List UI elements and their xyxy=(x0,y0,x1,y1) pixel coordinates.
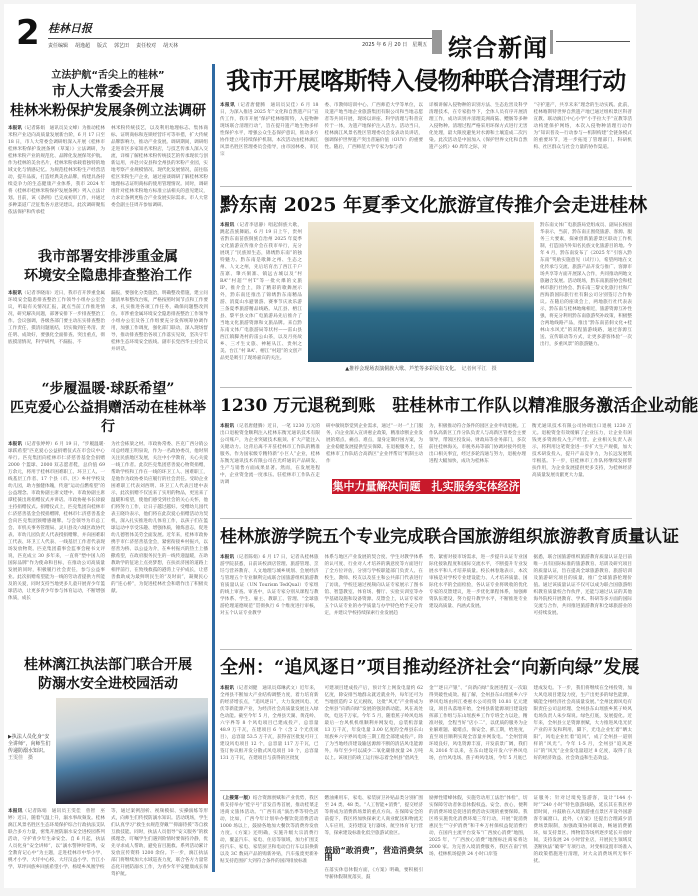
article-body-group xyxy=(325,795,424,881)
article-lead: 本报讯 xyxy=(8,442,23,447)
staff-label: 责任编辑 xyxy=(48,43,69,49)
photo-drowning-lesson xyxy=(56,698,208,804)
article-body: 详细讲解入侵物种的识别方法、生态危害及科学清理技术，在专家指导下，全体人员有序开展清理工作，成功识别并清理美洲商陆、鳢肠等多种入侵物种。清理过程严格采用环保方式进行无害化处理，最大限度避免对水源和土壤造成二次污染。此次活动是中国加入《保护世界文化和自然遗产公约》40 周年之际，对 xyxy=(429,103,528,150)
section-title: 综合新闻 xyxy=(448,33,548,62)
photo-credit: 记者何平江 摄 xyxy=(461,366,497,372)
page-number: 2 xyxy=(16,13,40,53)
article-rice-noodle[interactable] xyxy=(8,66,208,242)
photo-caption: ▶执法人员化身“安全讲师”，向师生们传递防溺水知识。 xyxy=(8,734,51,754)
masthead xyxy=(4,4,636,60)
article-body xyxy=(220,795,319,881)
article-body: 委、市教师培训中心、广西师范大学等单位，以及遗产地当地企业旅游集团有限公司和当地志愿者等共同开展，现场以讲座、科学清理与科普宣传于一体，为遗产地保护注入活力。活动当日，桂林漓江风景名胜区管理委员会发表动员讲话，强调保护世界遗产突出普遍价值（OUV）的重要性。随后，广西师范大学专家为参与者 xyxy=(324,103,423,150)
article-body: 励弹性错峰休假，实施劳动用工法治“体检”，切实保障劳动者休息休假权益。安全、放心，便利的消费环境是促进消费活动实现的重要保障。我区将实施优化消费环境三年行动，开展“促消费惠民生”“守护消费”和千乡万村保权益促消费行动，在国内主流平台发布“广西放心消费”地图，2025 年，“广西放心消费”地图标注商家将达 2000 家。为完善入境消费服务，我区在南宁机场、桂林机场提供 24 小时口岸签 xyxy=(429,796,528,857)
article-title: 1230 万元退税到账 驻桂林市工作队以精准服务激活企业动能 xyxy=(220,396,698,416)
article-lead: 本报讯 xyxy=(8,126,22,131)
article-body: “守护遗产，共享未来”理念的生动实践。此前，桂林喀斯特世界自然遗产地已通过组织景区科普宣教、联动漓江中心小学“小手拉大手”宣教等活动构建保护网络，本次入侵物种清理行动作为“知识普及—行动参与—机制构建”全链条模式的重要环节，进一步拓宽了管理部门、科研机构、社区群众与社会力量的协作渠道。 xyxy=(533,103,632,150)
article-body: 漏报，要强化分类施治，明确整改措施，建立问题清单和整改台账，严格按照时间节点和工作要求，扎实推进各项工作任务，确保问题整改到位。市涉重金属环境安全隐患排查整治工作领导小组办公室及各工作组要充分发挥统筹协调作用，加强工作调度，强化部门联动，深入现场督导，推动排查整治各项工作落实见效，坚决守牢桂林生态环境安全底线。副市长党西华主持会议并讲话。 xyxy=(111,291,208,352)
article-lead: 本报讯 xyxy=(8,291,22,296)
article-text: （记者刘健 通讯员郑琳武文）近年来，全州县不断加大产业结构调整力度，着力培育新的经济增长点，“追风逐日”，大力发展风电、光伏等新能源产业，为经济社会高质量发展注入绿色动能。截至今年 5 月，全州县天湖、黄花岭、六字界等 8 个风电项目已建成投产，总容量 48.9 万千瓦，在建项目 6 个（含 2 个光伏项目），总容量 53.5 万千瓦，获得省区批复可开工建设风电项目 12 个，总容量 117 万千瓦，已签订协议框开发分散式风电项目 10 个，总容量 131 万千瓦，在建项目与获得的区批复 xyxy=(220,686,319,761)
article-lead: 本报讯 xyxy=(220,223,235,228)
column-divider xyxy=(212,64,215,872)
article-body: 燃油乘用车，家电、家装厨卫补贴品类分别扩围至 24 类、48 类。“人工智能+消费”，提交经济等将成为消费新场景的重点方向。在保障安全的前提下，我区将加快探索无人商业配送和物流无人车应用，支持建设飞行器场、航空体育飞行营等，探索建设标准化低空旅游试验区。 xyxy=(324,796,423,836)
article-title: 黔东南 2025 年夏季文化旅游宣传推介会走进桂林 xyxy=(220,194,648,216)
article-body: 金”“逐日产银”、“向新向绿”发展进程又一次取得突破性成效。据了解，全州县东山瑶族乡六字界风电场由何江委惠水公司投资 10.81 亿元建设，项目从落地开始，全州县新能源项目建设指挥部工作组与东山瑶族乡工作专班全力以赴，精准对接，全程当好“店小二”，以优质的服务为企业解难题、破堵点、保安全、抓工期，给进度，直至项目顺利实现全容量并网发电。“全州营商环境良好，风电资源丰富，开发前景广阔，我们从 2016 年以来，在东山建设开发六字界风电场，白竹风电场、蕉子岭风电场，今年 5 月底已 xyxy=(429,686,528,761)
staff-label: 责任校对 xyxy=(136,43,157,49)
article-drowning-safety[interactable] xyxy=(8,656,208,886)
section-marker xyxy=(432,30,442,54)
divider xyxy=(220,518,632,519)
article-body: 林米粉传统技艺，以及利用地理标志、集体商标、证明商标和连锁经营许可等举措，扩大传统品牌影响力，推动产业发展。调研期间，调研组走进市区多家知名米粉店，与技艺传承人深入交流，详细了解桂林米粉传统技艺的传承现状与创新运用，并赴兴安县和全州县的米粉产业园，实地考察产业规模情况、现代化发展情况，前往临桂区米粉生产企业，通过座谈调研了解桂林米粉地理标志证明商标的使用管理情况。同时，调研组针对桂林米粉地方标准立法相关的意见建议，力求让条例更贴合产业发展实际需求。市人大常委会副主任周卉参加调研。 xyxy=(111,126,208,208)
article-body: 衡光通讯技术有限公司协调出口退税 1230 万元。退税资金有效缓解了企业压力，让企业有闲钱更多资源投入生产经营。企业相关负责人表示，将利用这笔资金进一步扩大生产规模，加大技术研发投入，提升产品竞争力，为长远发展筑牢根基。下一步，驻桂林市工作队将继续发挥帮扶作用，为企业发展提供更多支持，为桂林经济高质量发展贡献更大力量。 xyxy=(532,424,632,478)
article-text: （记者唐健腾）近日，一笔 1230 万元的出口退税资金顺利注入桂林东衡光通讯技术有限公司账户，为企业突破技术瓶颈、扩大产能注入关键动力。这背后离不开驻桂林市工作队的精准服务。作为国家级专精特新“小巨人”企业，桂林东衡光通讯技术有限公司在光纤通讯产品研发、生产与销售方面成果显著。然而，在发展进程中，企业资金流一度承压。驻桂林市工作队在走访调 xyxy=(220,424,320,485)
article-kicker: “步履温暖·球跃希望” xyxy=(41,381,175,397)
article-peak-charity[interactable] xyxy=(8,380,208,650)
staff-value: 胡逸超 xyxy=(75,43,91,49)
article-body: 体系与地区产业发展的契合度、学生对教学体系的认可度、行业对人才培养的满意度等方面进行了全方位评估，分别与学校职能部门负责人、在校生、教师、校友以及驻主和公共部门代表进行了访谈。学校还通过视频向认证专家展示了图书馆、智慧教室、体育场、餐厅、实验实训室等办学基础设施和设备资源。反馈会上，认证专家对五个认证专业的办学质量与办学特色给予充分肯定，并建议学校持续探索行业发展趋 xyxy=(324,555,423,616)
article-body xyxy=(8,808,105,878)
article-title: 全州：“追风逐日”项目推动经济社会“向新向绿”发展 xyxy=(220,657,640,678)
section-bar xyxy=(550,30,553,54)
article-text: 结合资源禀赋和产业优势，我区将支持举办“桂字号”首发首秀首展，推动桂菜走进商文旅体活动。“广西有戏”演出季等特色活动，比如，广西今年计划举办餐饮促消费活动 1000 场以上，鼓励各地加大餐饮等消费券发放力度。《方案》还明确，实施升级大宗消费行动，覆盖汽车、家电、住房等领域，加力扩围支持汽车、家电、家装厨卫和电动自行车以旧换新以及 3C 数码产品的购新补贴，汽车报废更新补贴支持范围扩大到符合条件的国四排放标准 xyxy=(220,796,319,864)
article-qiandongnan[interactable] xyxy=(220,191,648,383)
article-title: 我市部署安排涉重金属 xyxy=(38,249,178,265)
article-body: 势、紧密对接市场需求，进一步提升认证专业国际化接轨程度和国际交流水平，不断提升专业发展水平和人才培养质量。校长林春逸表示，本次审核是对学校专业建设能力、人才培养质量、国际化水平的全面检验，各认证专业将吸收的优化专家的反馈建议，进一步优化课程体系，加强师资队伍建设，努力提升教学水平，不断推进专业建设高质量、内涵式发展。 xyxy=(429,555,528,609)
article-consumption-continued[interactable] xyxy=(220,795,632,891)
staff-value: 郭艺田 xyxy=(114,43,130,49)
article-subhead: 鼓励“敢消费”，营造消费氛围 xyxy=(324,846,424,862)
photo-credit: 王雯佳 摄 xyxy=(8,755,34,761)
divider xyxy=(220,186,632,187)
article-body: 为社会栋梁之材。市政协常委、匹克广西分销公司总经理王明泉说，作为一名政协委员，他时刻关注民族地区发展，关注中小学教育，关心关爱一线工作者。此次匹克集团慈善爱心物资捐赠，帮助学校和工作在一线的环卫工人、困难职工，是他作为政协委员应履行的社会责任。受助企业困难职工代表刘西明、环卫工人代表吕建中表示，此次捐赠不仅送来了实用的物品，更送来了温暖和希望，使他们感受到社会的关心关怀，他们将努力工作，让日子越过越好。受赠幼儿园代表王晓玲表示，他们将在此次爱心捐赠活动为契机，深入扎实推进幼儿体育工作，以孩子们在篮球运动中享受乐趣、增强体质，锤炼意志，促进幼儿德智体美劳全面发展。近年来，桂林市政协携手市仁济慈善基金会，紧密衔接乡村振兴，以慈善为桥、以公益为介，在乡村振兴的热土上播撒希望，在政府服务民生的一线传递温暖，在助教助学的征途上点亮梦想，在扶贫济困的道路上相伴前行，在致残救孤的港湾上守护成长，让慈善救助成为最鲜明民生的“及时雨”，凝聚民心的“连心桥”，为促进桂林社会和谐作出了积极贡献。 xyxy=(111,442,208,594)
article-text: （记者张婷婷）6 月 19 日，“步履温暖·球跃希望”匹克爱心公益捐赠仪式在市会议中心举行。匹克集团向桂林市仁济慈善基金会捐赠 2000 个篮球、2000 双志愿者鞋，总价值 69 万余元，将用于桂林市困难职工、环卫工人、一线基层工作者、17 个县（市、区）乡村学校及幼儿园，助力强健体魄，传递“运动点燃希望”的公益理念。市政协副主席文建中、市政协副主席谭桂葆出席捐赠仪式并讲话。市政协秘书长徐毅主持捐赠仪式。捐赠仪式上，匹克集团向桂林市仁济慈善基金会授捐赠牌，桂林市仁济慈善基金会向匹克集团颁赠感谢牌。与会领导为市总工会、市机关事务管理局、灵川县及六城区政协代表、市幼儿园负责人代表授捐赠牌，并向困难职工代表、环卫工人代表、一线基层工作者代表现场发放物资。匹克集团董事会监事会秘书文评说，匹克成立 30 多年来，一直将“塑中国人的国际品牌”作为使命和目标，在推动公司高质量发展的同时，积极履行社会责任，参与公益事业。此次捐赠希望能为一线的劳动者提供力所能及的关爱，同时支持当地更多儿童开展青少年篮球活动，让更多青少年参与体育运动，不断增强体质，成长 xyxy=(8,442,105,601)
article-tourism-college[interactable] xyxy=(220,523,679,645)
article-heavy-metals[interactable] xyxy=(8,248,208,374)
section-rule xyxy=(556,41,630,42)
article-text: （记者李思静）唱起侗族大歌，跳起苗族舞蹈。6 月 19 日上午，贵州省黔东南苗族侗族自治州 2025 年夏季文化旅游宣传推介会在我市举行，充分展现了“民族原生态，锦绣黔东南”的独特魅力。黔东南是歌舞之州、生态之州、人文之州，先后培育出了西江千户苗寨、肇兴侗寨、镇远古城以及“村 BA”“村超”“村T”等一批火爆的文旅 IP。推介会上，除了精彩的歌舞展示外，黔东南还推出了锦绣黔东南精品游、消夏山水避暑游、赛事节庆欢乐游三条夏季旅游精品线路。从江县、榕江县、黎平县文体广电旅游局先后推介了当地文化旅游资源和文旅品牌。来自黔东南文体广电旅游局等状村——雷山县西江镇脚尧村的雷公山茶，以及月亮故乡、三才生文旅、神秘从江、贵州之美、台江“村 BA”、榕江“村超”的文创产品更是吸引了现场嘉宾的关注。 xyxy=(220,223,302,361)
article-continued-label: （上接第一版） xyxy=(220,796,253,801)
left-column xyxy=(8,60,208,886)
article-karst-invasive[interactable] xyxy=(220,64,632,182)
article-body xyxy=(8,290,105,353)
article-title: 环境安全隐患排查整治工作 xyxy=(24,268,192,284)
staff-value: 胡天林 xyxy=(163,43,179,49)
article-body: 在落实休息休假方面，《方案》明确，要积极引导薪休假制度落实，鼓 xyxy=(324,868,423,880)
article-body: 建成发电。下一步，我们将继续在全州投资，加大风电项目建设力度，生产出更多的绿色能源，赋能全州经济社会高质量发展。”全州沈源风电有限责任公司总经理、全州县东山瑶族乡蕉子岭风电场负责人朱少琛说。绿色打底，发展提化。近年来，全州县立足资源禀赋，大力推进风电光伏产业的开发和利用，脚下，光电企业忙着“晒太阳”，风电企业忙着“追风”，成了全州县一道别样的“风光”。今年 1-5 月，全州县“追风逐日”的“风光”企业发电量超过 8 亿度，取得了良好的经济效益、社会效益和生态效益。 xyxy=(533,686,632,761)
article-body xyxy=(220,554,319,642)
photo-caption-block xyxy=(8,698,52,804)
main-column xyxy=(220,60,698,891)
article-body xyxy=(220,222,302,372)
article-text: （记者陈娟 通讯员王雯佳 曾智 巫婷）近日，随着气温上升，溺水事故频发。桂林漓江风景名胜区生态环境保护综合行政执法支队联合多方力量，密集开展防溺水安全进校园系列活动，守护青少年生命安全。自 6 月起，执法人员化身“安全讲师”，以“溺水警钟时常鸣，安全教育记心中”为主题，走进桂林市中华小学、桃才小学、大圩中心校、大圩汉益小学、竹江小学、草坪回族乡回族希望小学、杨堤乡凤凰学校 xyxy=(8,809,105,870)
article-text: （记者陈娟 通讯员吴文峰）为推动桂林米粉产业迈向高质量发展新台阶，6 月 17 日至 18 日，市人大常委会调研组深入开展《桂林市桂林米粉保护发展条例（草案）》立法调研，为桂林米粉产业的规范化、品牌化发展保驾护航。作为桂林的美食名片，桂林米粉承载着独特的地域文化与情感记忆。为规范桂林米粉生产经营活动，提升品质，打造经典美食品牌，构建具备持续竞争力的生态健康产业体系，我市 2024 年将《桂林市桂林米粉保护发展条例》列入立法计划。目前，该《条例》已完成初审工作，并通过多种渠道广泛征集各方意见建议。此次调研聚焦依法保护和传承桂 xyxy=(8,126,105,215)
article-body: 可建项目建成投产后，预计年上网发电量约 62 亿度，除安排当地群众就近就业外，每年还可为当地创造约 2 亿元税收，这批“风光”产业将成为全州县“向新向绿”发展的强劲新动能。风在高处吹，电送千万家。今年 5 月，随着蕉子岭风电场最后一台风机机组顺利并网发电，总装机容量 13 万千瓦，年发电量 3.00 亿度的全州县东山瑶族乡六字界风电场三期工程全部建成投产。除了为当地经济建设输送源源不断的清洁风电能源外，每年至少可以减少二氧化碳排放量 24 万吨以上。该项目的竣工运行标志着全州县“倡风生 xyxy=(324,686,423,761)
article-body: 为，积极推动符合条件的园区企业申请退税。工作队高新区工作分队负责人与高新区管委会主要领导，带领区投发局、财政局等业务部门，多次前往桂林海关、市税务局等部门协调对接外贸进出口相关事宜，经过多轮沟通与努力，退税办理进程大幅加快，成功为桂林东 xyxy=(429,424,526,464)
staff-label: 版式 xyxy=(97,43,108,49)
divider xyxy=(220,649,632,650)
photo-caption xyxy=(308,365,534,372)
article-text: （记者唐健腾 通讯员吴佳）6 月 18 日，为深入推进 2025 年“文化和自然遗产日”宣传工作，我市开展“保护桂林喀斯特，入侵物种现场联合清理行动”，旨在提升遗产地生物多样性保护水平，增强公众生态保护意识，推动多方协作建立可持续保护机制。本次活动由桂林漓江风景名胜区管理委员会指导，由市园林委、市民宗 xyxy=(220,103,319,157)
article-quanzhou-wind[interactable] xyxy=(220,654,640,786)
photo-lusheng-performance xyxy=(308,222,534,362)
article-body xyxy=(8,441,105,602)
article-lead: 本报讯 xyxy=(220,686,235,691)
article-kicker: 立法护航“舌尖上的桂林” xyxy=(51,70,165,81)
photo-caption-text: ▲推荐会现场表演侗族大歌、芦笙等多彩民俗文化。 xyxy=(345,366,457,372)
masthead-rule xyxy=(48,38,436,39)
red-banner: 集中力量解决问题 扎实服务实体经济 xyxy=(332,480,520,493)
article-body xyxy=(220,102,319,158)
article-body xyxy=(220,685,319,783)
article-body: 黔东南文体广电旅游局党组成员、副局长杨国华表示，当前，黔东南正围绕旅游、客源、服务三大要素，探索创新旅游景区联动工作机制，打造国内外知名民族文化旅游目的地。今年 4 月，黔东南发布了《2025 年“引客入黔东南”奖励实施意见（试行）》，希望两地在文化传承与交流、旅游产品开发与推广、客源市场共享等方面开展深入合作，共同推动两地文旅融合发展。活动现场，黔东南旅游协会和桂林市旅行社协会、黔东南三黎文化旅行社和广西海韵国际旅行社有限公司分别签订合作协议。在随后的座谈会上，两地旅行社代表表示，黔东南与桂林地缘相近，旅游资源互补性强，将充分利用黔东南旅游奖补政策，积极整合两地线路产品，推出“黔东南苗侗文化+桂林山水风光”的双程旅游线路，通过客源互送、宣传联动等方式，让更多游客体验“一次出行，多重风景”的旅游魅力。 xyxy=(540,223,632,347)
article-title: 市人大常委会开展 xyxy=(52,84,164,100)
divider xyxy=(220,387,632,388)
article-lead: 本报讯 xyxy=(220,424,235,429)
article-title: 我市开展喀斯特入侵物种联合清理行动 xyxy=(226,67,626,95)
article-text: （记者李晓雨）近日，我市召开涉重金属环境安全隐患排查整治工作领导小组办公室会议，听取有关情况汇报，就点当前工作推进情况，研究解决问题，部署安排下一步排查整治工作。会议强调，各级各部门要主动压实排查整治工作责任，摸清问题底结，切实做到任务清、责任明、成效好，要强化全面排查、突出重点，彻底摸清情况，科学研判，不漏报、不 xyxy=(8,291,105,345)
divider xyxy=(220,790,632,791)
article-body: 研中敏锐察觉到企业需求，通过“一对一”上门服务，向企业深入宣讲惠企政策，精准诊断企业发展的堵点、痛点、难点，量身定制纾困方案，为企业稳健发展提供坚实保障。在退税服务上，驻桂林市工作队结合高新区“企业伴帮员”机制主动作 xyxy=(326,424,423,464)
article-title: 桂林漓江执法部门联合开展 xyxy=(24,657,192,673)
article-body: 等，通过案例剖析、视频模拟、实操演练等形式，向师生们传授防溺水知识。活动现场，学生们认真学习“救生衣规范穿戴”“抑溺待援”等自救互救技能。同时，执法人员倡导“安义服务”的救援理念，叮嘱学生们遇到险情时要保持冷静，优先寻求成人帮助，避免盲目施救。系列活动累计发放宣传资料 1200 余份。下一步，漓江执法部门将继续加大水域巡查力度，联合各方力量常态化开展防溺水工作，为青少年平安健康成长保驾护航。 xyxy=(111,809,208,877)
article-body-group xyxy=(326,423,526,503)
article-title: 防溺水安全进校园活动 xyxy=(38,676,178,692)
article-body: 证服务；针对过境免签游客，设计“144 小时”“240 小时”特色旅游线路，延长其在我区停留时间，并鼓励在入境旅游重点景区开设外国游客专属窗口。此外，《方案》还提出合理减少消费场景限制，加强政策协同联动，畅通消费循环，如支持景区、博物馆等场所逐步延长开放时间，支持发展 24 小时营业店，开展民生领域反垄断执法“破零”专项行动，对变相设置市场准入的政策措施进行清理，对大众消费场所无事不扰。 xyxy=(533,796,632,864)
article-title: 匹克爱心公益捐赠活动在桂林举行 xyxy=(10,400,206,435)
article-lead: 本报讯 xyxy=(220,103,236,108)
article-tax-refund[interactable] xyxy=(220,392,698,514)
article-text: （记者陈娟）6 月 17 日，记者从桂林旅游学院获悉，日前该校酒店管理、旅游管理、烹饪与营养教育、人文地理与城乡规划、会展经济与管理五个专业顺利完成联合国旅游组织旅游教育质量认证（UN Tourism TedQual）专家组的线上审查。审查中，认证专家分别从课程与教学体系、学生、雇主、教职工、管理、“全球旅游伦理道德规范”贯彻执行 6 个维度进行审核，对五个认证专业教学 xyxy=(220,555,319,616)
issue-date: 2025 年 6 月 20 日 星期五 xyxy=(362,42,428,48)
newspaper-page xyxy=(4,4,698,888)
article-lead: 本报讯 xyxy=(8,809,23,814)
article-body: 据悉，联合国旅游组织旅游教育质量认证是目前唯一具有国际标准的旅游教育、培训及研究项目的质量认证，旨在提高全球旅游教育、旅游培训及旅游研究项目的质量，推广全球旅游伦理价值。通过该质量认证不仅可以成为联合国旅游组织教育质量校合作伙伴，还能与通过认证的其他海外院校开展教育、学术、科研等多方面的国际交流与合作，共同推进旅游教育和全球旅游业的可持续发展。 xyxy=(533,555,632,616)
article-body xyxy=(8,125,105,216)
article-lead: 本报讯 xyxy=(220,555,235,560)
staff-credits xyxy=(48,42,185,49)
article-body xyxy=(220,423,320,503)
article-title: 桂林旅游学院五个专业完成联合国旅游组织旅游教育质量认证 xyxy=(220,527,679,547)
paper-name-logo: 桂林日报 xyxy=(48,22,92,35)
article-title: 桂林米粉保护发展条例立法调研 xyxy=(10,103,206,119)
